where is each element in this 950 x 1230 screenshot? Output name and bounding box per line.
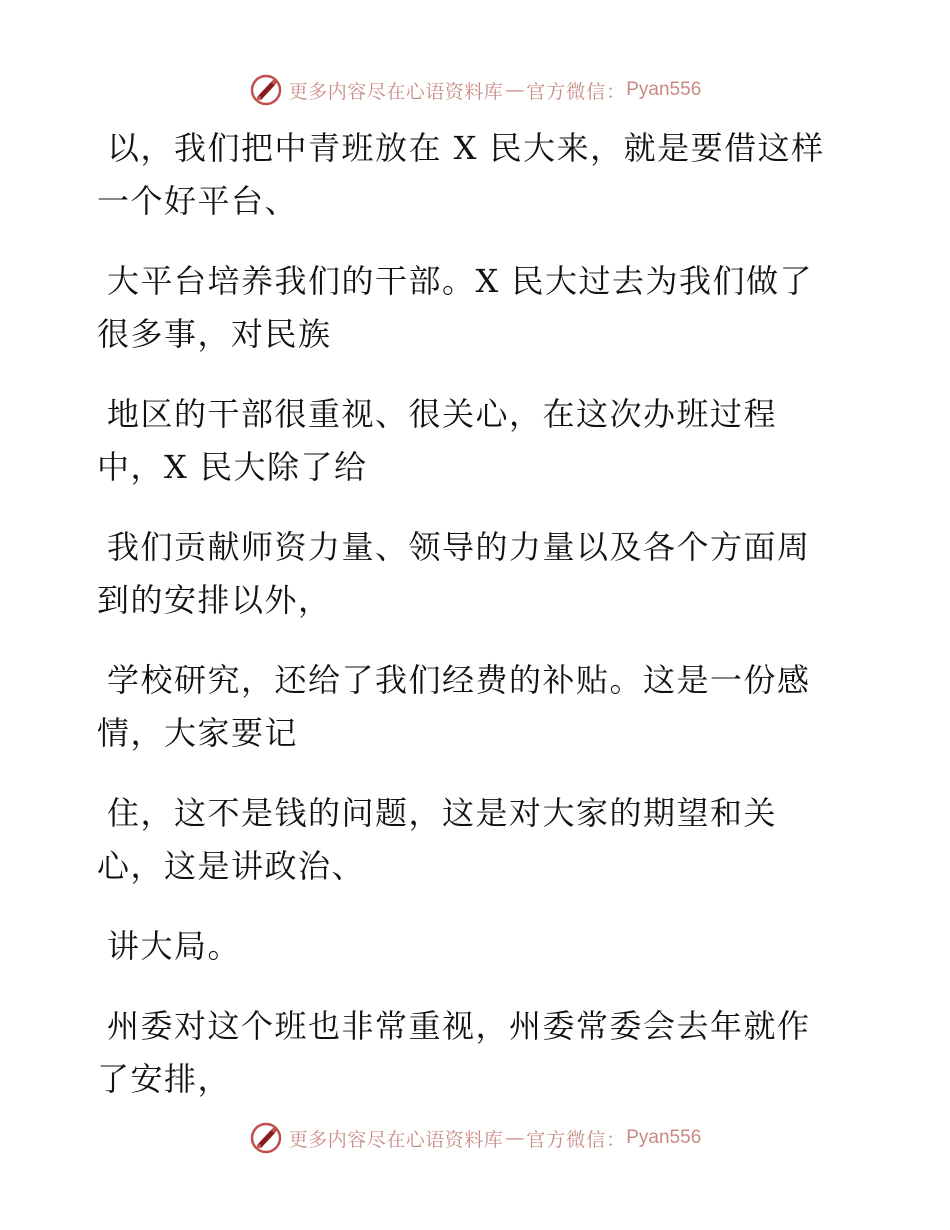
text-line: 大平台培养我们的干部。X 民大过去为我们做了 <box>107 262 813 300</box>
text-line: 我们贡献师资力量、领导的力量以及各个方面周 <box>107 528 811 566</box>
watermark-wechat-id: Pyan556 <box>626 1127 702 1148</box>
text-line: 中，X 民大除了给 <box>97 448 368 486</box>
text-line: 住，这不是钱的问题，这是对大家的期望和关 <box>107 794 778 832</box>
text-line: 了安排， <box>97 1060 232 1098</box>
paragraph <box>97 920 857 973</box>
text-line: 心，这是讲政治、 <box>97 847 366 885</box>
text-line: 州委对这个班也非常重视，州委常委会去年就作 <box>107 1007 811 1045</box>
footer-watermark <box>0 1118 950 1158</box>
pen-seal-icon <box>249 1121 283 1155</box>
paragraph <box>97 122 857 228</box>
paragraph <box>97 1000 857 1106</box>
watermark-wechat-label: 官方微信： <box>526 1128 627 1151</box>
text-line: 到的安排以外， <box>97 581 332 619</box>
paragraph <box>97 255 857 361</box>
paragraph <box>97 388 857 494</box>
text-line: 学校研究，还给了我们经费的补贴。这是一份感 <box>107 661 811 699</box>
header-watermark <box>0 70 950 110</box>
watermark-site-text: 更多内容尽在心语资料库 <box>288 80 504 103</box>
paragraph <box>97 787 857 893</box>
watermark-separator: — <box>505 1127 525 1149</box>
watermark-site-text: 更多内容尽在心语资料库 <box>288 1128 504 1151</box>
text-line: 以，我们把中青班放在 X 民大来，就是要借这样 <box>107 129 825 167</box>
watermark-wechat-id: Pyan556 <box>626 79 702 100</box>
text-line: 很多事，对民族 <box>97 315 332 353</box>
paragraph <box>97 654 857 760</box>
pen-seal-icon <box>249 73 283 107</box>
text-line: 讲大局。 <box>107 927 242 965</box>
text-line: 地区的干部很重视、很关心，在这次办班过程 <box>107 395 778 433</box>
watermark-separator: — <box>505 79 525 101</box>
text-line: 一个好平台、 <box>97 182 299 220</box>
paragraph <box>97 521 857 627</box>
document-body <box>97 122 857 1133</box>
text-line: 情，大家要记 <box>97 714 299 752</box>
watermark-wechat-label: 官方微信： <box>526 80 627 103</box>
